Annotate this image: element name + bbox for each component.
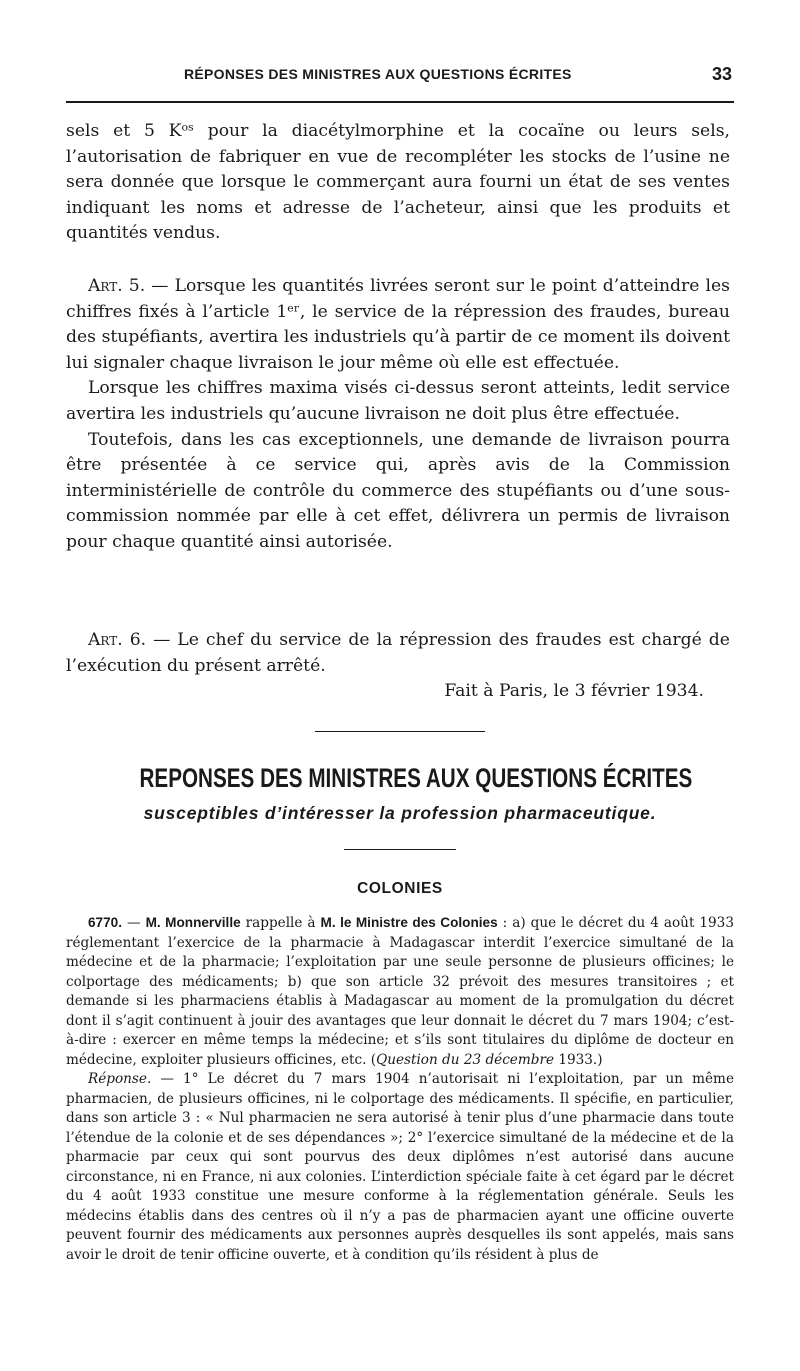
running-header <box>66 64 734 88</box>
article-6-text: — Le chef du service de la répression des fraudes est chargé de l’exécution du présent arrêté. <box>66 630 730 676</box>
section-heading-colonies: COLONIES <box>357 880 443 897</box>
article-6-paragraph <box>66 628 730 679</box>
answer-label: Réponse. <box>88 1071 152 1087</box>
question-answer-block <box>66 913 734 1265</box>
question-lead: rappelle à <box>240 915 321 931</box>
question-date: Question du 23 décembre <box>376 1051 554 1068</box>
section-divider <box>315 731 485 732</box>
article-5-paragraph-3: Toutefois, dans les cas exceptionnels, une demande de livraison pourra être présentée à ce service qui, après avis de la Commission interministérielle de contrôle du commerce des stupéfiants ou d’une sous-commission nommée par elle à cet effet, délivrera un permis de livraison pour chaque quantité ainsi autorisée. <box>66 429 730 552</box>
decree-continuation: sels et 5 Kᵒˢ pour la diacétylmorphine et la cocaïne ou leurs sels, l’autorisation de fabriquer en vue de recompléter les stocks de l’usine ne sera donnée que lorsque le commerçant aura fourni un état de ses ventes indiquant les noms et adresse de l’acheteur, ainsi que les produits et quantités vendus. <box>66 121 730 244</box>
article-6-label: Art. 6. <box>88 630 147 650</box>
header-rule <box>66 101 734 103</box>
question-author: M. Monnerville <box>145 915 241 930</box>
article-5-paragraph <box>66 274 730 376</box>
article-5-paragraph-2: Lorsque les chiffres maxima visés ci-dessus seront atteints, ledit service avertira les industriels qu’aucune livraison ne doit plus être effectuée. <box>66 378 730 424</box>
question-body: : a) que le décret du 4 août 1933 réglementant l’exercice de la pharmacie à Madagascar interdit l’exercice simultané de la médecine et de la pharmacie; l’exploitation par une seule personne de plusieurs officines; le colportage des médicaments; b) que son article 32 prévoit des mesures transitoires ; et demande si les pharmaciens établis à Madagascar au moment de la promulgation du décret dont il s’agit continuent à jouir des avantages que leur donnait le décret du 7 mars 1904; c’est-à-dire : exercer en même temps la médecine; et s’ils sont titulaires du diplôme de docteur en médecine, exploiter plusieurs officines, etc. ( <box>66 915 734 1068</box>
section-subtitle: susceptibles d’intéresser la profession pharmaceutique. <box>143 803 657 823</box>
question-minister: M. le Ministre des Colonies <box>320 915 498 930</box>
question-number: 6770. <box>88 915 123 930</box>
page-number: 33 <box>711 64 732 84</box>
running-title: RÉPONSES DES MINISTRES AUX QUESTIONS ÉCRITES <box>184 66 572 82</box>
article-5-label: Art. 5. <box>88 276 146 296</box>
article-6 <box>66 628 730 705</box>
question-paragraph <box>66 913 734 1070</box>
decree-text <box>66 119 730 247</box>
question-dash: — <box>122 915 146 931</box>
article-5-text: — Lorsque les quantités livrées seront sur le point d’atteindre les chiffres fixés à l’article 1ᵉʳ, le service de la répression des fraudes, bureau des stupéfiants, avertira les industriels qu’à partir de ce moment ils doivent lui signaler chaque livraison le jour même où elle est effectuée. <box>66 276 730 373</box>
section-title: REPONSES DES MINISTRES AUX QUESTIONS ÉCRITES <box>139 763 693 793</box>
decree-signoff: Fait à Paris, le 3 février 1934. <box>444 681 704 702</box>
answer-text: — 1° Le décret du 7 mars 1904 n’autorisait ni l’exploitation, par un même pharmacien, de plusieurs officines, ni le colportage des médicaments. Il spécifie, en particulier, dans son article 3 : « Nul pharmacien ne sera autorisé à tenir plus d’une pharmacie dans toute l’étendue de la colonie et de ses dépendances »; 2° l’exercice simultané de la médecine et de la pharmacie par ceux qui sont pourvus des deux diplômes n’est autorisé dans aucune circonstance, ni en France, ni aux colonies. L’interdiction spéciale faite à cet égard par le décret du 4 août 1933 constitue une mesure conforme à la réglementation générale. Seuls les médecins établis dans des centres où il n’y a pas de pharmacien ayant une officine ouverte peuvent fournir des médicaments aux personnes auprès desquelles ils sont appelés, mais sans avoir le droit de tenir officine ouverte, et à condition qu’ils résident à plus de <box>66 1071 734 1263</box>
question-date-year: 1933.) <box>554 1051 603 1068</box>
subsection-divider <box>344 849 456 850</box>
answer-paragraph <box>66 1070 734 1265</box>
article-5 <box>66 274 730 556</box>
